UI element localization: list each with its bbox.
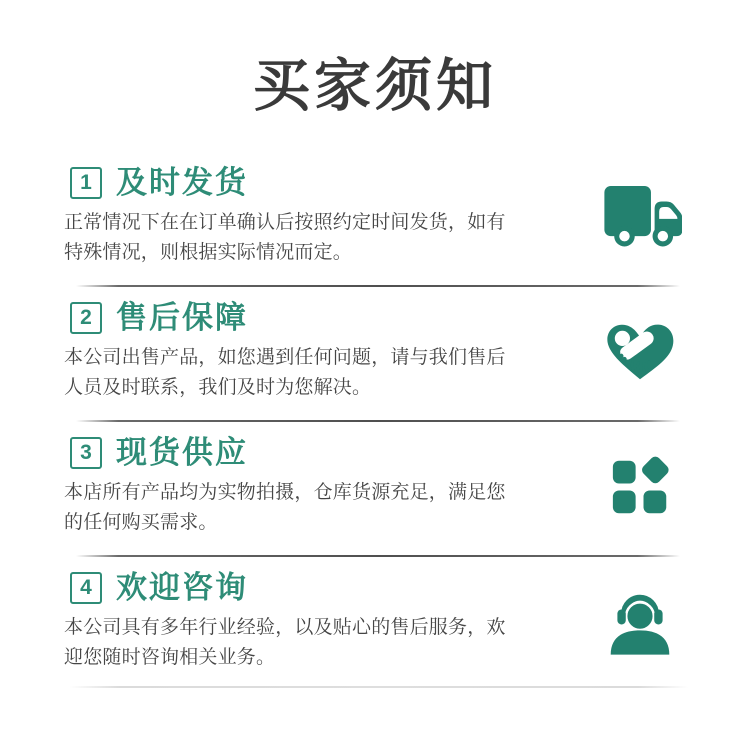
grid-squares-icon [598, 445, 682, 529]
section-number-badge: 4 [70, 572, 102, 604]
section-header [70, 571, 534, 605]
section-title: 及时发货 [116, 165, 248, 200]
section-text-block [64, 436, 534, 538]
section-title: 欢迎咨询 [116, 570, 248, 605]
section-body-text: 本店所有产品均为实物拍摄，仓库货源充足，满足您的任何购买需求。 [64, 482, 506, 533]
section-title: 售后保障 [116, 300, 248, 335]
section-text-block [64, 301, 534, 403]
section-number-badge: 3 [70, 437, 102, 469]
section-number-badge: 1 [70, 167, 102, 199]
section-number-badge: 2 [70, 302, 102, 334]
section-header [70, 436, 534, 470]
handshake-heart-icon [598, 310, 682, 394]
section-divider [76, 555, 680, 557]
section-header [70, 301, 534, 335]
bottom-divider [70, 686, 688, 688]
notice-section-stock [0, 436, 750, 538]
section-title: 现货供应 [116, 435, 248, 470]
section-header [70, 166, 534, 200]
page-title: 买家须知 [253, 54, 497, 118]
notice-sections [0, 166, 750, 688]
customer-service-icon [598, 580, 682, 664]
section-divider [76, 420, 680, 422]
notice-section-aftersales [0, 301, 750, 403]
section-body-text: 正常情况下在在订单确认后按照约定时间发货，如有特殊情况，则根据实际情况而定。 [64, 212, 506, 263]
section-body-text: 本公司出售产品，如您遇到任何问题，请与我们售后人员及时联系，我们及时为您解决。 [64, 347, 506, 398]
section-body-text: 本公司具有多年行业经验，以及贴心的售后服务，欢迎您随时咨询相关业务。 [64, 617, 506, 668]
notice-section-shipping [0, 166, 750, 268]
section-text-block [64, 166, 534, 268]
section-divider [76, 285, 680, 287]
truck-icon [598, 175, 682, 259]
section-text-block [64, 571, 534, 673]
notice-section-consult [0, 571, 750, 673]
